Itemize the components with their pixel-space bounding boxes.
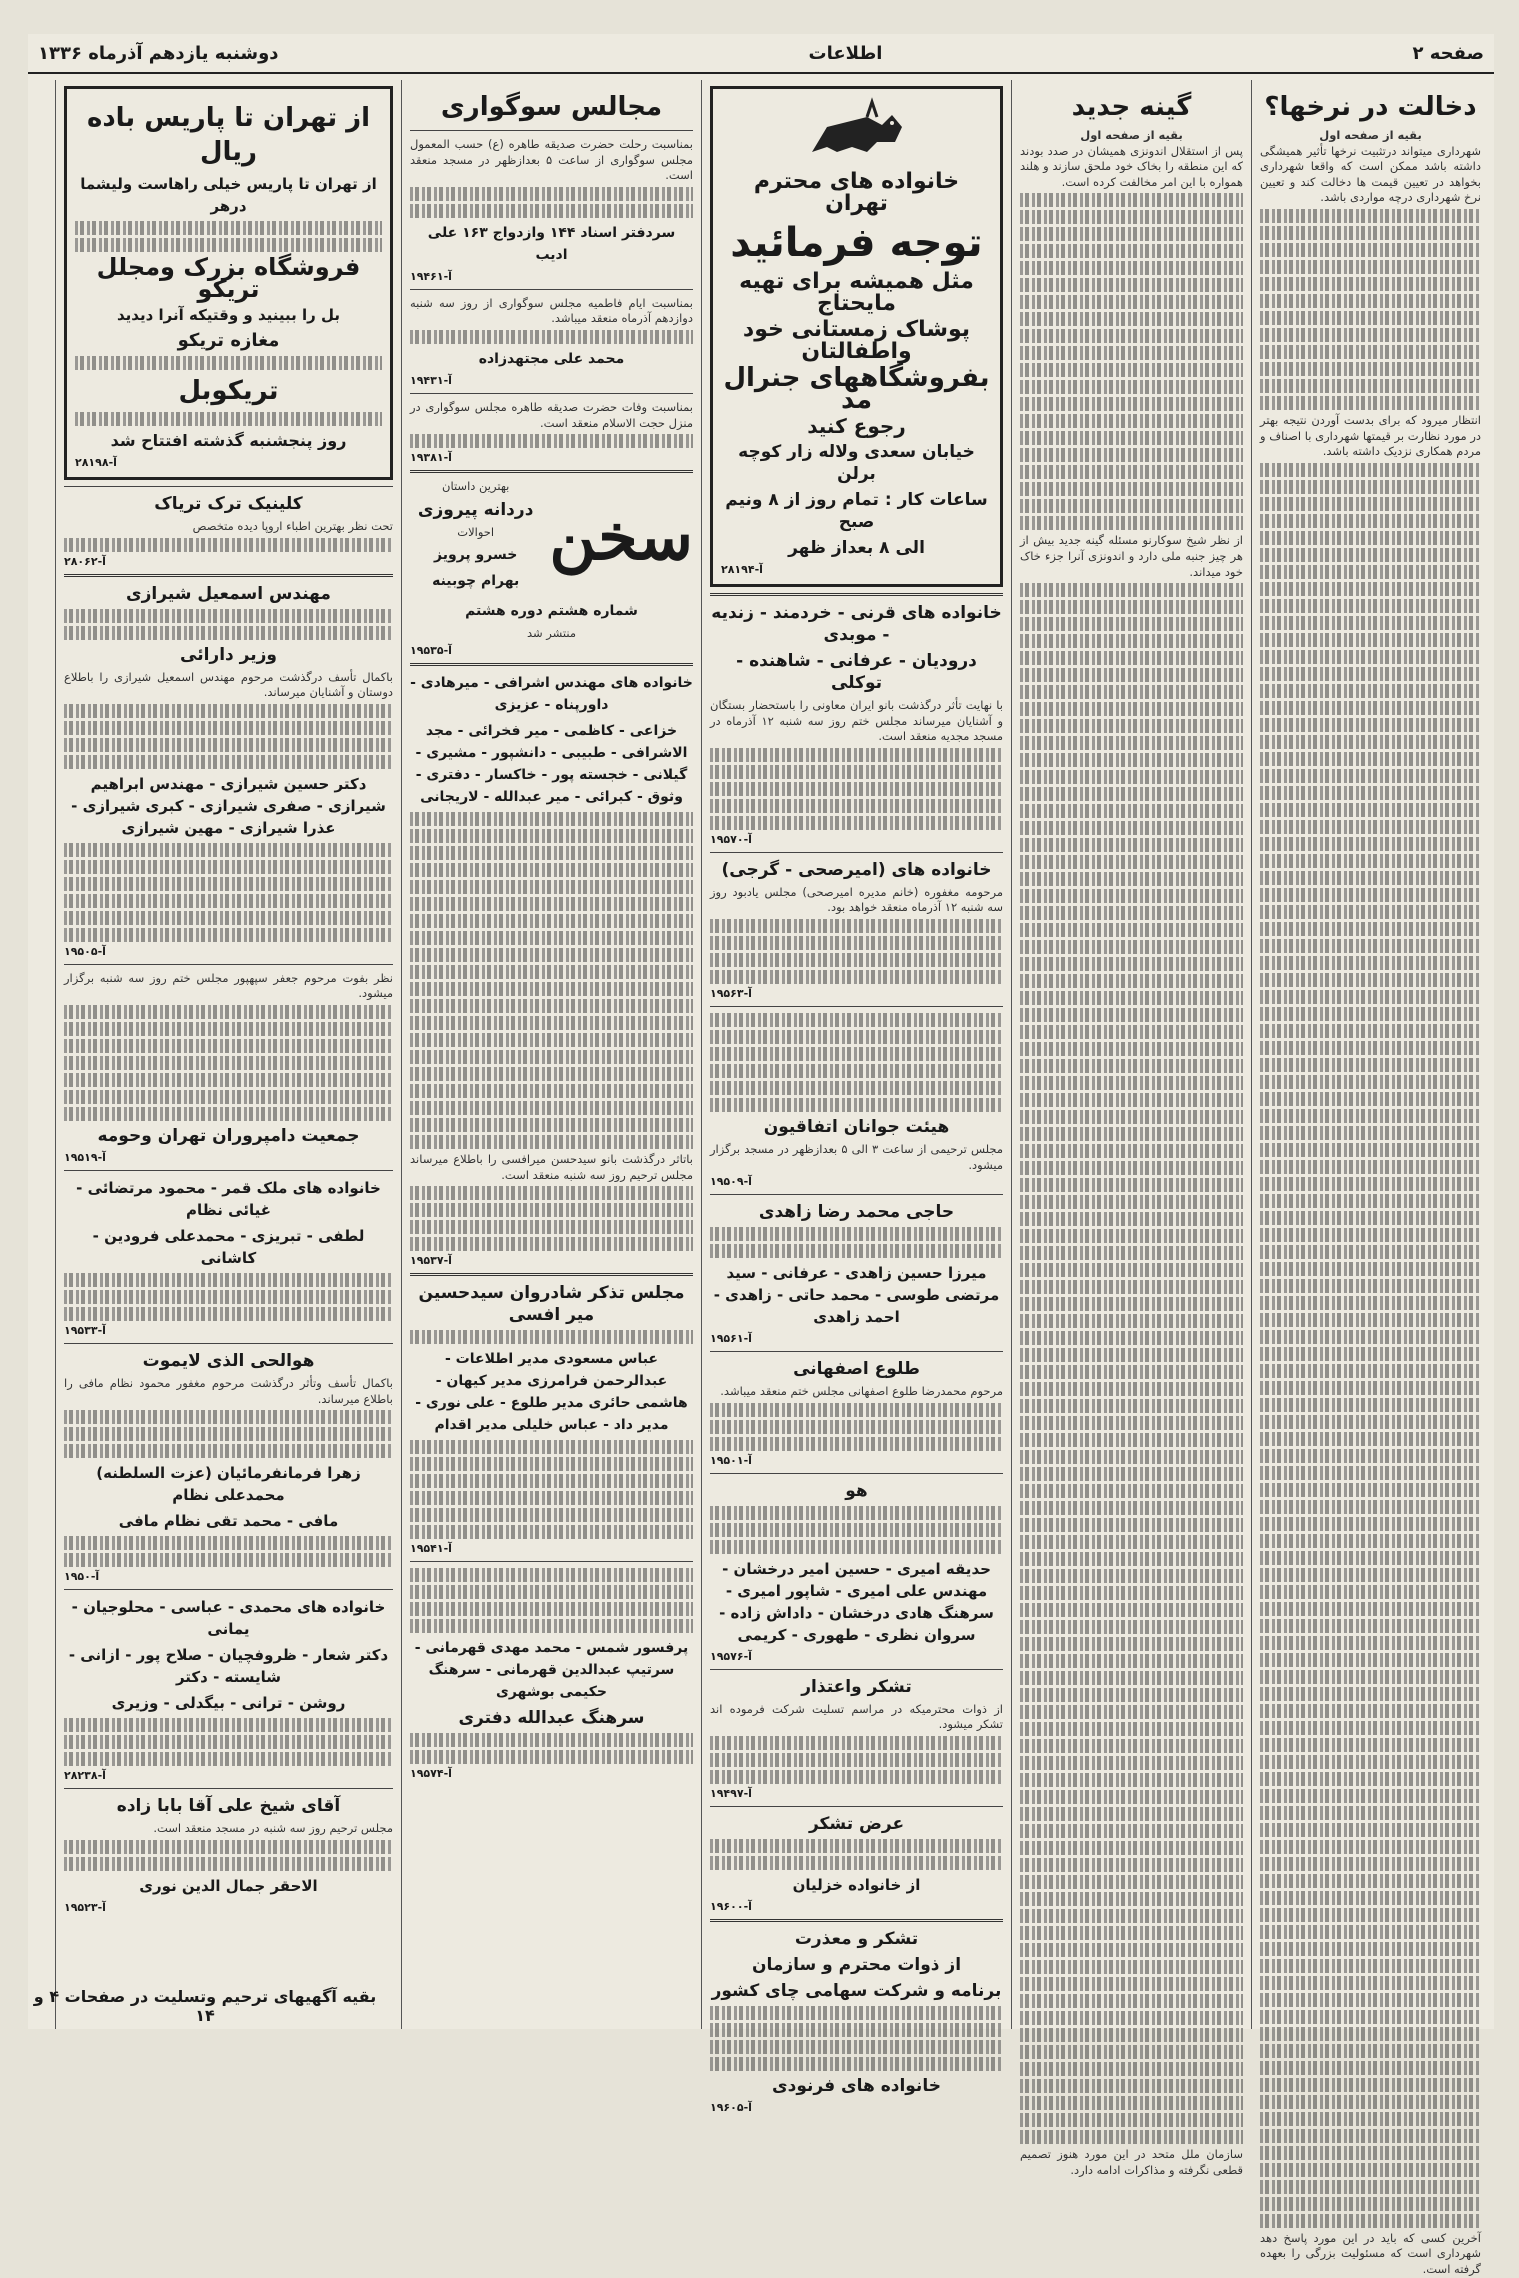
notice-body: میرزا حسین زاهدی - عرفانی - سید مرتضی طوسی - محمد حاتی - زاهدی - احمد زاهدی [713, 1264, 1000, 1327]
notice-body-2: باتاثر درگذشت بانو سیدحسن میرافسی را باطلاع میرساند مجلس ترحیم روز سه شنبه منعقد است. [410, 1151, 693, 1182]
ad-code: آ-۲۸۱۹۸ [75, 456, 117, 469]
notice-title: طلوع اصفهانی [793, 1359, 920, 1380]
article-body: پس از استقلال اندونزی همیشان در صدد بودند که این منطقه را بخاک خود ملحق سازند و هلند همواره با این امر مخالفت کرده است. [1020, 143, 1243, 189]
notice-code: آ-۱۹۵۶۳ [710, 986, 752, 1000]
section-title: مجالس سوگواری [440, 92, 663, 122]
notice-names: درودیان - عرفانی - شاهنده - توکلی [736, 651, 977, 693]
magazine-published: منتشر شد [526, 626, 577, 641]
magazine-issue: شماره هشتم دوره هشتم [465, 603, 638, 620]
ad-line-5: بفروشگاههای جنرال مد [723, 363, 990, 415]
magazine-story: دردانه پیروزی [417, 499, 534, 520]
notice-title: خانواده های مهندس اشرافی - میرهادی - داورپناه - عزیزی [410, 674, 693, 713]
notice-names: دکتر حسین شیرازی - مهندس ابراهیم شیرازی - صفری شیرازی - کبری شیرازی - عذرا شیرازی - مهین شیرازی [71, 774, 386, 837]
notice-body: حدیقه امیری - حسین امیر درخشان - مهندس علی امیری - شاپور امیری - سرهنگ هادی درخشان - داداش زاده - سروان نظری - طهوری - کریمی [719, 1559, 994, 1644]
clinic-title: کلینیک ترک تریاک [154, 494, 303, 514]
ad-line-6: روز پنجشنبه گذشته افتتاح شد [110, 431, 347, 450]
ad-line-6: رجوع کنید [807, 414, 906, 438]
issue-date: دوشنبه یازدهم آذرماه ۱۳۳۶ [38, 42, 279, 64]
clinic-code: آ-۲۸۰۶۲ [64, 554, 106, 568]
notice-body-2: روشن - ترانی - بیگدلی - وزیری [111, 1694, 346, 1713]
notice-body: دکتر شعار - ظروفچیان - صلاح پور - ازانی - شایسته - دکتر [68, 1646, 389, 1687]
ad-line-1: خانواده های محترم تهران [753, 169, 960, 216]
column-editorial [1251, 80, 1489, 2276]
notice-name: سردفتر اسناد ۱۴۴ وازدواج ۱۶۳ علی ادیب [427, 224, 676, 263]
notice-code: آ-۱۹۳۸۱ [410, 451, 452, 465]
notice-title: هیئت جوانان اتفاقیون [763, 1116, 950, 1137]
notice-body: بمناسبت ایام فاطمیه مجلس سوگواری از روز سه شنبه دوازدهم آذرماه منعقد میباشد. [410, 295, 693, 326]
ad-line-4: پوشاک زمستانی خود واطفالتان [742, 317, 971, 364]
paper-name: اطلاعات [808, 42, 883, 64]
ad-headline: توجه فرمائید [730, 220, 983, 266]
clinic-body: تحت نظر بهترین اطباء اروپا دیده متخصص [192, 519, 393, 533]
notice-body: برنامه و شرکت سهامی چای کشور [711, 1980, 1002, 2001]
page-footer: بقیه آگهیهای ترحیم وتسلیت در صفحات ۴ و ۱۴ [33, 1987, 377, 2025]
sokhan-magazine-ad [410, 479, 693, 596]
notice-footer: خانواده های فرنودی [772, 2075, 941, 2096]
article-body-3: آخرین کسی که باید در این مورد پاسخ دهد شهرداری است که مسئولیت بزرگی را بعهده گرفته است. [1260, 2230, 1481, 2276]
notice-title: مجلس تذکر شادروان سیدحسین میر افسی [418, 1283, 685, 1326]
magazine-state: احوالات [457, 524, 495, 539]
notice-code: آ-۱۹۴۳۱ [410, 373, 452, 387]
article-body: شهرداری میتواند درتثبیت نرخها تأثیر همیشگی داشته باشد ممکن است که واقعا شهرداری بخواهد در تعیین قیمت ها دخالت کند و تعیین نرخ شهرداری درچه مواردی باشد. [1260, 143, 1481, 205]
notice-code: آ-۱۹۵۷۶ [710, 1649, 752, 1663]
page-number: صفحه ۲ [1412, 42, 1484, 64]
article-body-3: سازمان ملل متحد در این مورد هنوز تصمیم قطعی نگرفته و مذاکرات ادامه دارد. [1020, 2147, 1243, 2177]
ad-line-3: مثل همیشه برای تهیه مایحتاج [739, 269, 974, 316]
column-ads-notices [701, 80, 1011, 2114]
notice-body: باکمال تأسف وتأثر درگذشت مرحوم مغفور محمود نظام مافی را باطلاع میرساند. [64, 1375, 393, 1406]
magazine-code: آ-۱۹۵۳۵ [410, 643, 452, 657]
ad-line-4: مغازه تریکو [177, 330, 280, 351]
notice-body: مرحوم محمدرضا طلوع اصفهانی مجلس ختم منعقد میباشد. [720, 1384, 1003, 1399]
article-title: دخالت در نرخها؟ [1264, 92, 1477, 122]
notice-body: با نهایت تأثر درگذشت بانو ایران معاونی را باستحضار بستگان و آشنایان میرساند مجلس ختم روز سه شنبه ۱۲ آذرماه در مسجد مجدیه منعقد است. [710, 698, 1004, 744]
ad-title: از تهران تا پاریس باده ریال [86, 103, 371, 167]
notice-code: آ-۱۹۵۰۵ [64, 944, 106, 958]
magazine-people: خسرو پرویز [434, 547, 518, 564]
notice-body: نظر بفوت مرحوم جعفر سپهپور مجلس ختم روز سه شنبه برگزار میشود. [64, 970, 393, 1001]
notice-title: خانواده های (امیرصحی - گرجی) [721, 859, 992, 880]
notice-body: باکمال تأسف درگذشت مرحوم مهندس اسمعیل شیرازی را باطلاع دوستان و آشنایان میرساند. [64, 669, 393, 700]
notice-body: پرفسور شمس - محمد مهدی قهرمانی - سرتیپ عبدالدین قهرمانی - سرهنگ حکیمی بوشهری [414, 1640, 689, 1701]
notice-body: خزاعی - کاظمی - میر فخرائی - مجد الاشرافی - طبیبی - دانشپور - مشیری - گیلانی - خجسته پور - خاکسار - دفتری - وثوق - کبرائی - میر عبدالله - لاریجانی [415, 722, 688, 805]
notice-title: مهندس اسمعیل شیرازی [126, 583, 331, 604]
notice-code: آ-۱۹۵۰ [64, 1570, 100, 1584]
notice-title: تشکر واعتذار [801, 1676, 912, 1697]
general-mode-ad [710, 86, 1003, 587]
article-subtitle: بقیه از صفحه اول [1319, 128, 1422, 142]
notice-code: آ-۱۹۴۶۱ [410, 269, 452, 283]
notice-title: حاجی محمد رضا زاهدی [758, 1202, 955, 1223]
ad-code: آ-۲۸۱۹۴ [721, 563, 763, 576]
notice-name: زهرا فرمانفرمائیان (عزت السلطنه) محمدعلی نظام [96, 1464, 361, 1505]
column-new-guinea [1011, 80, 1251, 2177]
notice-code: آ-۱۹۵۴۱ [410, 1542, 452, 1556]
article-subtitle: بقیه از صفحه اول [1080, 128, 1183, 142]
notice-code: آ-۱۹۵۶۱ [710, 1332, 752, 1346]
notice-body: از ذوات محترمیکه در مراسم تسلیت شرکت فرموده اند تشکر میشود. [710, 1701, 1003, 1732]
notice-code: آ-۱۹۵۰۹ [710, 1175, 752, 1189]
masthead [28, 34, 1494, 74]
notice-title: خانواده های قرنی - خردمند - زندیه - موبدی [711, 603, 1002, 645]
magazine-name: سخن [549, 499, 693, 575]
notice-body: مرحومه مغفوره (خانم مدیره امیرصحی) مجلس یادبود روز سه شنبه ۱۲ آذرماه منعقد خواهد بود. [710, 884, 1003, 915]
notice-title: تشکر و معذرت [794, 1928, 919, 1949]
ad-line-2: فروشگاه بزرک ومجلل تریکو [96, 253, 361, 303]
notice-code: آ-۱۹۵۷۰ [710, 832, 752, 846]
notice-title: عرض تشکر [808, 1813, 905, 1834]
article-body-2: انتظار میرود که برای بدست آوردن نتیجه بهتر در مورد نظارت بر قیمتها شهرداری با اصناف و مردم همکاری نزدیک داشته باشد. [1260, 412, 1481, 459]
ad-line-7: خیابان سعدی ولاله زار کوچه برلن [738, 442, 975, 484]
notice-body: عباس مسعودی مدیر اطلاعات - عبدالرحمن فرامرزی مدیر کیهان - هاشمی حائری مدیر طلوع - علی نوری - مدیر داد - عباس خلیلی مدیر اقدام [415, 1351, 688, 1434]
notice-subtitle: وزیر دارائی [180, 644, 277, 665]
notice-code: آ-۱۹۵۲۳ [64, 1900, 106, 1914]
notice-code: آ-۱۹۵۰۱ [710, 1453, 752, 1467]
column-mourning [401, 80, 701, 2029]
notice-title: خانواده های ملک قمر - محمود مرتضائی - غیائی نظام [76, 1178, 381, 1219]
notice-names: مافی - محمد تقی نظام مافی [118, 1512, 339, 1531]
notice-name: محمد علی مجتهدزاده [478, 350, 625, 367]
magazine-people-2: بهرام چوبینه [432, 573, 520, 590]
lion-logo-icon [797, 97, 917, 167]
notice-code: آ-۱۹۶۰۰ [710, 1899, 752, 1913]
notice-code: آ-۱۹۴۹۷ [710, 1786, 752, 1800]
notice-code: آ-۲۸۲۳۸ [64, 1769, 106, 1783]
ad-line-9: الی ۸ بعداز ظهر [788, 538, 925, 558]
notice-body: از خانواده خزلیان [792, 1875, 921, 1894]
notice-subtitle: از ذوات محترم و سازمان [751, 1954, 962, 1975]
ad-line-5: تریکوبل [178, 376, 279, 406]
notice-title: هوالحی الذی لایموت [142, 1350, 315, 1371]
notice-body: بمناسبت وفات حضرت صدیقه طاهره مجلس سوگواری در منزل حجت الاسلام منعقد است. [410, 399, 693, 430]
ad-line-3: بل را ببینید و وقتیکه آنرا دیدید [117, 306, 340, 324]
notice-body: مجلس ترحیم روز سه شنبه در مسجد منعقد است. [153, 1821, 393, 1836]
column-ads-left [55, 80, 401, 2029]
notice-code: آ-۱۹۵۳۳ [64, 1323, 106, 1337]
article-body-2: از نظر شیخ سوکارنو مسئله گینه جدید بیش از هر چیز جنبه ملی دارد و اندونزی آنرا جزء خاک خود میداند. [1020, 533, 1243, 579]
magazine-best: بهترین داستان [442, 479, 510, 494]
notice-title: آقای شیخ علی آقا بابا زاده [116, 1796, 341, 1817]
notice-title: سرهنگ عبدالله دفتری [458, 1708, 645, 1729]
ad-line-1: از تهران تا پاریس خیلی راهاست ولیشما درهر [80, 175, 377, 215]
notice-name: الاحقر جمال الدین نوری [139, 1876, 318, 1895]
notice-body: لطفی - تبریزی - محمدعلی فرودین - کاشانی [92, 1226, 365, 1267]
notice-code: آ-۱۹۵۷۴ [410, 1767, 452, 1781]
tricobel-ad [64, 86, 393, 480]
notice-body: مجلس ترحیمی از ساعت ۳ الی ۵ بعدازظهر در مسجد برگزار میشود. [710, 1141, 1004, 1172]
notice-title: خانواده های محمدی - عباسی - محلوجیان - یمانی [71, 1598, 386, 1639]
notice-title: جمعیت دامپروران تهران وحومه [97, 1125, 360, 1146]
article-title: گینه جدید [1071, 92, 1192, 122]
notice-body: بمناسبت رحلت حضرت صدیقه طاهره (ع) حسب المعمول مجلس سوگواری از ساعت ۵ بعدازظهر در مسجد منعقد است. [410, 137, 693, 183]
notice-title: هو [845, 1480, 868, 1501]
ad-line-8: ساعات کار : تمام روز از ۸ ونیم صبح [725, 490, 988, 532]
notice-code: آ-۱۹۵۱۹ [64, 1150, 106, 1164]
notice-code: آ-۱۹۵۳۷ [410, 1254, 452, 1268]
notice-code: آ-۱۹۶۰۵ [710, 2100, 752, 2114]
